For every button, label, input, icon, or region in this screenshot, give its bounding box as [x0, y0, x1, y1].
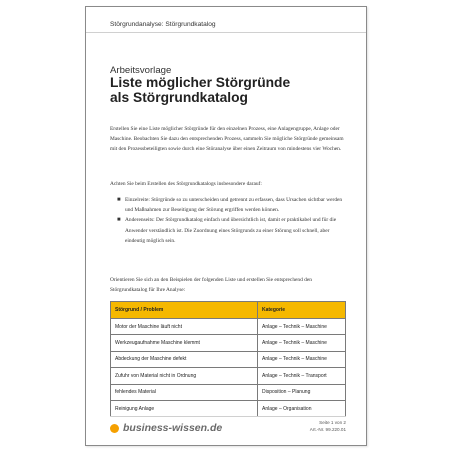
bullet-text: Einzelreite: Störgründe so zu unterscheiden und getrennt zu erfassen, dass Ursachen sichtbar werden und Maßnahmen zur Beseitigung der Störung ergriffen werden können. [125, 197, 343, 214]
footer-divider [110, 416, 346, 417]
category-cell: Disposition – Planung [258, 384, 346, 400]
bullet-square-icon: ■ [117, 197, 121, 203]
table-row [111, 368, 346, 384]
table-row [111, 384, 346, 400]
document-page [85, 6, 367, 446]
table-row [111, 319, 346, 335]
running-header [86, 7, 366, 33]
category-cell: Anlage – Technik – Transport [258, 368, 346, 384]
table-intro-paragraph: Orientieren Sie sich an den Beispielen der folgenden Liste und erstellen Sie entsprechend den Störgrundkatalog für Ihre Analyse: [110, 277, 312, 294]
table-row [111, 400, 346, 416]
category-cell: Anlage – Organisation [258, 400, 346, 416]
intro-paragraph: Erstellen Sie eine Liste möglicher Störgründe für den einzelnen Prozess, eine Anlagengruppe, Anlage oder Maschine. Beobachten Sie dazu den entsprechenden Prozess, sammeln Sie mögliche Störgründe gemeinsam mit den Prozessbeteiligten sowie durch eine Störanalyse über einen Zeitraum von mindestens vier Wochen. [110, 126, 344, 153]
logo-dot-icon [110, 424, 119, 433]
running-header-title: Störgrundanalyse: Störgrundkatalog [110, 21, 216, 28]
bullet-text: Anderenseits: Der Störgrundkatalog einfach und übersichtlich ist, damit er praktikabel und für die Anwender verständlich ist. Die Zuordnung eines Störgrunds zu einer Störung soll schnell, aber eindeutig möglich sein. [125, 217, 337, 244]
document-eyebrow: Arbeitsvorlage [110, 65, 172, 76]
article-number: Art.-Nr. 99.220.01 [309, 427, 346, 432]
bullet-list [117, 195, 347, 246]
category-cell: Anlage – Technik – Maschine [258, 319, 346, 335]
table-row [111, 351, 346, 367]
problem-cell: Abdeckung der Maschine defekt [111, 351, 258, 367]
page-number: Seite 1 von 2 [319, 420, 346, 425]
problem-cell: Zufuhr von Material nicht in Ordnung [111, 368, 258, 384]
page-info [310, 419, 346, 433]
problem-cell: fehlendes Material [111, 384, 258, 400]
column-header-category: Kategorie [258, 302, 346, 319]
stoergrund-table [110, 301, 346, 417]
problem-cell: Motor der Maschine läuft nicht [111, 319, 258, 335]
column-header-problem: Störgrund / Problem [111, 302, 258, 319]
title-line-2: als Störgrundkatalog [110, 89, 248, 105]
business-wissen-logo [110, 422, 222, 434]
category-cell: Anlage – Technik – Maschine [258, 351, 346, 367]
logo-text: business-wissen.de [123, 422, 223, 434]
bullet-item [117, 195, 347, 215]
document-title [110, 76, 340, 105]
title-line-1: Liste möglicher Störgründe [110, 75, 291, 90]
problem-cell: Werkzeugaufnahme Maschine klemmt [111, 335, 258, 351]
table-header-row [111, 302, 346, 319]
bullet-item [117, 215, 347, 246]
problem-cell: Reinigung Anlage [111, 400, 258, 416]
intro-paragraph-2: Achten Sie beim Erstellen des Störgrundkatalogs insbesondere darauf: [110, 181, 262, 187]
table-row [111, 335, 346, 351]
category-cell: Anlage – Technik – Maschine [258, 335, 346, 351]
bullet-square-icon: ■ [117, 217, 121, 224]
